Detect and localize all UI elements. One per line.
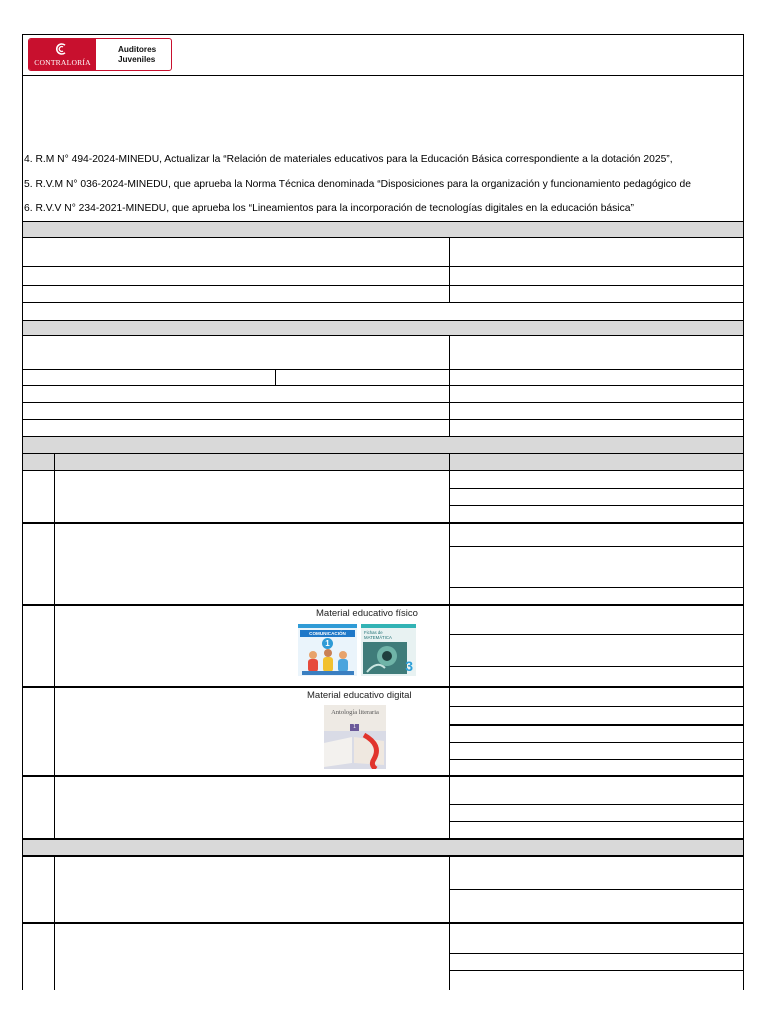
column-divider [449, 857, 450, 990]
grid-line [449, 821, 744, 822]
grid-line [22, 453, 744, 454]
grid-line [22, 369, 744, 370]
logo-line-1: Auditores [118, 44, 157, 54]
grid-line [449, 970, 744, 971]
grid-line [22, 402, 744, 403]
grid-line [449, 804, 744, 805]
row-divider [22, 775, 744, 777]
matematica-book-cover [361, 624, 416, 676]
grid-line [449, 759, 744, 760]
grid-line [449, 953, 744, 954]
header-divider [22, 75, 744, 76]
grid-line [449, 488, 744, 489]
book1-title: COMUNICACIÓN [300, 630, 355, 637]
grid-line [449, 634, 744, 635]
section-header-1 [23, 222, 743, 237]
grid-line [449, 706, 744, 707]
column-divider [449, 453, 450, 839]
grid-line [22, 385, 744, 386]
row-divider [22, 522, 744, 524]
physical-material-caption: Material educativo físico [316, 608, 418, 619]
grid-line [449, 742, 744, 743]
grid-line [22, 470, 744, 471]
book1-number: 1 [322, 638, 333, 649]
row-divider [22, 686, 744, 688]
grid-line [449, 546, 744, 547]
grid-line [449, 889, 744, 890]
grid-line [449, 724, 744, 726]
book3-number: 1 [350, 724, 359, 731]
book-pages-illustration-icon [324, 731, 386, 769]
grid-line [449, 505, 744, 506]
comunicacion-book-cover [298, 624, 357, 676]
row-divider [22, 838, 744, 840]
grid-line [22, 221, 744, 222]
section-header-3 [23, 437, 743, 453]
grid-line [449, 587, 744, 588]
row-divider [22, 604, 744, 606]
logo-brand-text: CONTRALORÍA [34, 58, 91, 67]
reference-6: 6. R.V.V N° 234-2021-MINEDU, que aprueba los “Lineamientos para la incorporación de tecnologías digitales en la educación básica” [24, 203, 634, 214]
column-divider [275, 369, 276, 385]
reference-4: 4. R.M N° 494-2024-MINEDU, Actualizar la “Relación de materiales educativos para la Educación Básica correspondiente a la dotación 2025”, [24, 154, 673, 165]
book2-title: Fichas de MATEMÁTICA [364, 630, 392, 640]
table-header-row [23, 454, 743, 470]
digital-material-caption: Material educativo digital [307, 690, 412, 701]
column-divider [54, 453, 55, 470]
row-divider [22, 855, 744, 857]
grid-line [22, 237, 744, 238]
section-header-2 [23, 321, 743, 335]
row-divider [22, 922, 744, 924]
grid-line [449, 666, 744, 667]
grid-line [22, 419, 744, 420]
reference-5: 5. R.V.M N° 036-2024-MINEDU, que aprueba la Norma Técnica denominada “Disposiciones para la organización y funcionamiento pedagógico de [24, 179, 691, 190]
logo-line-2: Juveniles [118, 54, 156, 64]
antologia-book-cover [324, 705, 386, 769]
book3-title: Antología literaria [331, 709, 379, 716]
grid-line [22, 302, 744, 303]
grid-line [22, 320, 744, 321]
column-divider [449, 237, 450, 303]
section-header-4 [23, 840, 743, 855]
grid-line [22, 285, 744, 286]
book2-number: 3 [405, 658, 413, 674]
column-divider [449, 335, 450, 436]
index-column-divider [54, 471, 55, 839]
index-column-divider [54, 857, 55, 990]
children-illustration-icon [302, 648, 354, 675]
grid-line [22, 335, 744, 336]
grid-line [22, 266, 744, 267]
math-illustration-icon [363, 642, 407, 674]
grid-line [22, 436, 744, 437]
